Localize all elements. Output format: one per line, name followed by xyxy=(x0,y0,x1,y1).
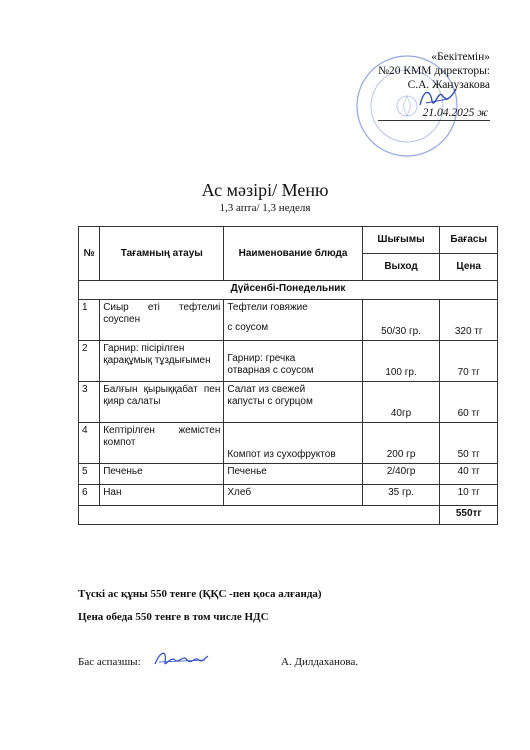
row-output: 2/40гр xyxy=(362,464,440,485)
table-row xyxy=(79,485,498,506)
approval-line-3: С.А. Жанузакова xyxy=(407,79,490,91)
total-sum: 550тг xyxy=(440,506,498,525)
row-output: 200 гр xyxy=(362,423,440,464)
day-row xyxy=(79,281,498,300)
row-no: 3 xyxy=(79,382,100,423)
row-name-kz: Нан xyxy=(100,485,224,506)
table-row xyxy=(79,423,498,464)
row-no: 2 xyxy=(79,341,100,382)
row-no: 4 xyxy=(79,423,100,464)
header-name-ru: Наименование блюда xyxy=(224,227,362,281)
row-price: 50 тг xyxy=(440,423,498,464)
row-name-ru-line2: капусты с огурцом xyxy=(227,396,313,407)
row-name-ru: Хлеб xyxy=(224,485,362,506)
row-name-kz: Сиыр еті тефтелиі соуспен xyxy=(100,300,224,341)
header-output-kz: Шығымы xyxy=(362,227,440,254)
header-price-kz: Бағасы xyxy=(440,227,498,254)
row-name-ru xyxy=(224,341,362,382)
row-output: 100 гр. xyxy=(362,341,440,382)
row-output: 35 гр. xyxy=(362,485,440,506)
row-name-ru-line2: отварная с соусом xyxy=(227,365,314,376)
menu-table xyxy=(78,226,498,525)
table-row xyxy=(79,300,498,341)
row-price: 60 тг xyxy=(440,382,498,423)
header-output-ru: Выход xyxy=(362,254,440,281)
page-subtitle: 1,3 апта/ 1,3 неделя xyxy=(219,202,311,214)
approval-line-1: «Бекітемін» xyxy=(431,51,490,63)
note-kz: Түскі ас құны 550 тенге (ҚҚС -пен қоса алғанда) xyxy=(78,588,322,600)
row-name-ru-line2: с соусом xyxy=(227,322,269,333)
row-price: 320 тг xyxy=(440,300,498,341)
row-name-kz: Кептірілген жемістен компот xyxy=(100,423,224,464)
table-row xyxy=(79,464,498,485)
approval-line-2: №20 КММ директоры: xyxy=(378,65,490,77)
note-ru: Цена обеда 550 тенге в том числе НДС xyxy=(78,611,269,623)
row-price: 70 тг xyxy=(440,341,498,382)
row-name-ru xyxy=(224,300,362,341)
chef-label: Бас аспазшы: xyxy=(78,656,141,668)
row-name-kz: Печенье xyxy=(100,464,224,485)
header-price-ru: Цена xyxy=(440,254,498,281)
row-no: 5 xyxy=(79,464,100,485)
approval-date: 21.04.2025 ж xyxy=(378,106,490,121)
chef-name: А. Дилдаханова. xyxy=(281,656,359,668)
row-name-ru xyxy=(224,382,362,423)
approval-block xyxy=(378,50,490,121)
row-name-ru: Компот из сухофруктов xyxy=(224,423,362,464)
row-price: 40 тг xyxy=(440,464,498,485)
table-header-row xyxy=(79,227,498,254)
page-title: Ас мәзірі/ Меню xyxy=(201,180,329,200)
row-name-ru: Печенье xyxy=(224,464,362,485)
row-name-kz: Гарнир: пісірілген қарақұмық тұздығымен xyxy=(100,341,224,382)
total-spacer xyxy=(79,506,440,525)
day-label: Дүйсенбі-Понедельник xyxy=(79,281,498,300)
row-name-ru-line1: Гарнир: гречка xyxy=(227,353,296,364)
chef-signature-icon xyxy=(153,648,209,670)
row-no: 6 xyxy=(79,485,100,506)
row-output: 50/30 гр. xyxy=(362,300,440,341)
header-no: № xyxy=(79,227,100,281)
row-name-ru-line1: Тефтели говяжие xyxy=(227,302,308,313)
header-name-kz: Тағамның атауы xyxy=(100,227,224,281)
row-no: 1 xyxy=(79,300,100,341)
table-row xyxy=(79,382,498,423)
row-price: 10 тг xyxy=(440,485,498,506)
table-row xyxy=(79,341,498,382)
chef-line xyxy=(78,656,359,668)
row-name-kz: Балғын қырыққабат пен қияр салаты xyxy=(100,382,224,423)
row-output: 40гр xyxy=(362,382,440,423)
row-name-ru-line1: Салат из свежей xyxy=(227,384,306,395)
total-row xyxy=(79,506,498,525)
